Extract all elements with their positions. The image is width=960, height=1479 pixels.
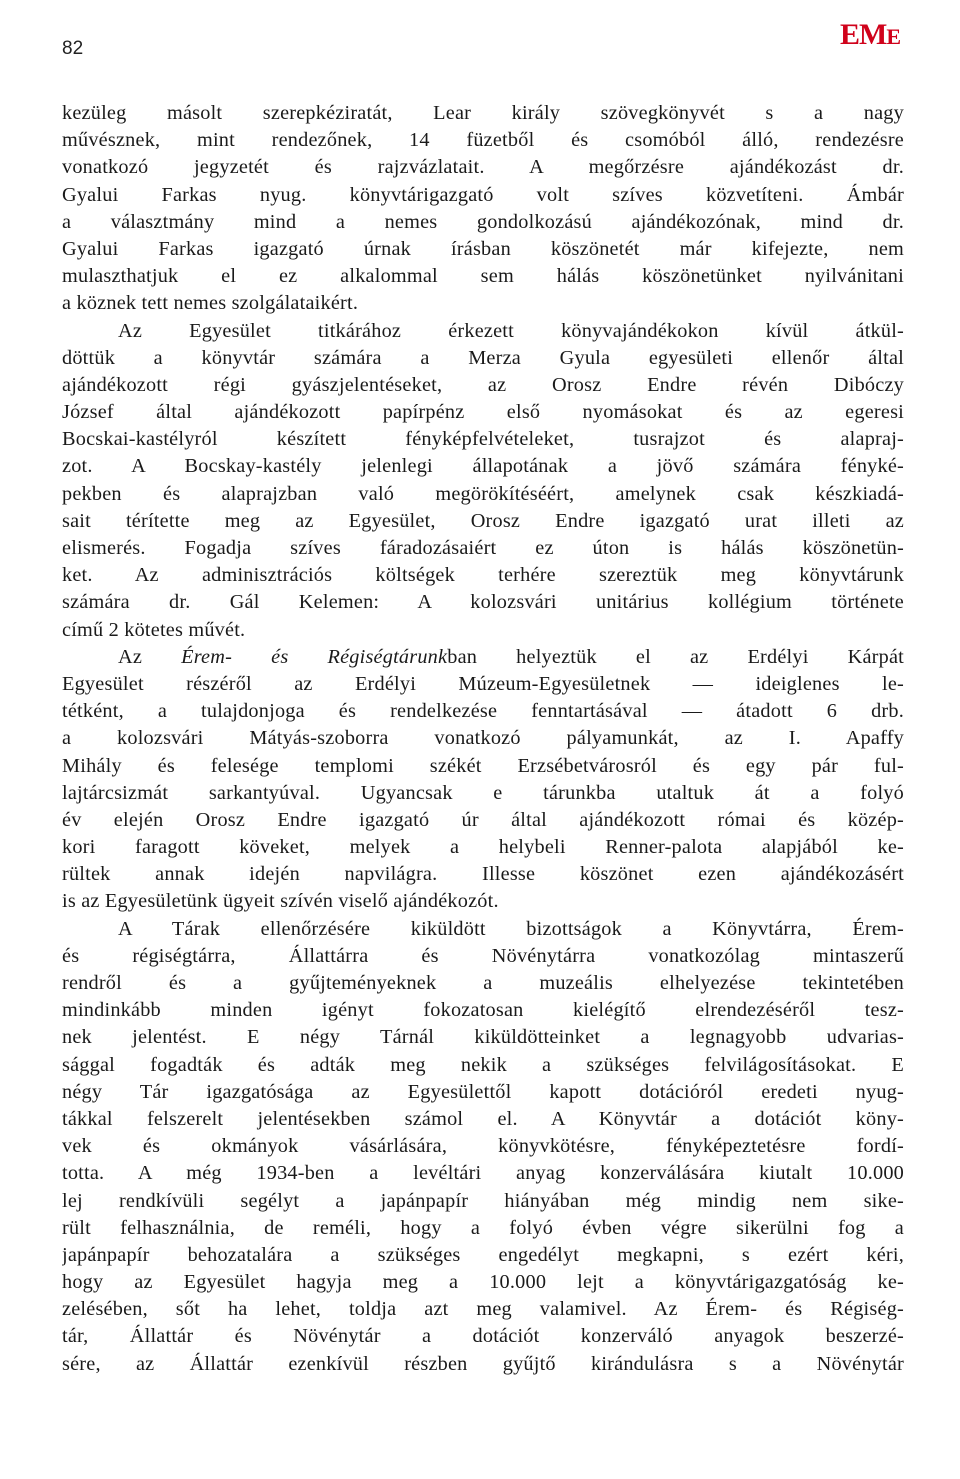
text-line: lej rendkívüli segélyt a japánpapír hiányában még mindig nem sike- xyxy=(62,1189,904,1212)
text-line: totta. A még 1934-ben a levéltári anyag konzerválására kiutalt 10.000 xyxy=(62,1162,904,1185)
text-line: és régiségtárra, Állattárra és Növénytárra vonatkozólag mintaszerű xyxy=(62,944,904,967)
text-line: rendről és a gyűjteményeknek a muzeális elhelyezése tekintetében xyxy=(62,972,904,994)
text-line: a kolozsvári Mátyás-szoborra vonatkozó pályamunkát, az I. Apaffy xyxy=(62,727,904,750)
text-line: tákkal felszerelt jelentésekben számol el. A Könyvtár a dotációt köny- xyxy=(62,1107,904,1130)
text-line: tétként, a tulajdonjoga és rendelkezése fenntartásával — átadott 6 drb. xyxy=(62,700,904,723)
text-line xyxy=(62,644,904,671)
text-line: című 2 kötetes művét. xyxy=(62,618,246,641)
text-line: Gyalui Farkas nyug. könyvtárigazgató volt szíves közvetíteni. Ámbár xyxy=(62,183,904,206)
text-line: vek és okmányok vásárlására, könyvkötésre, fényképeztetésre fordí- xyxy=(62,1135,904,1158)
text-line: mindinkább minden igényt fokozatosan kielégítő elrendezéséről tesz- xyxy=(62,999,904,1022)
text-line: Egyesület részéről az Erdélyi Múzeum-Egyesületnek — ideiglenes le- xyxy=(62,672,904,695)
text-line: sággal fogadták és adták meg nekik a szükséges felvilágosításokat. E xyxy=(62,1053,904,1076)
publisher-logo: EME xyxy=(840,18,901,51)
text-line: a választmány mind a nemes gondolkozású ajándékozónak, mind dr. xyxy=(62,210,904,233)
italic-segment: Érem- és Régiségtárunk xyxy=(181,645,448,668)
text-line: rült felhasználnia, de reméli, hogy a folyó évben végre sikerülni fog a xyxy=(62,1216,904,1239)
text-line: tár, Állattár és Növénytár a dotációt konzerváló anyagok beszerzé- xyxy=(62,1325,904,1348)
text-line: zelésében, sőt ha lehet, toldja azt meg valamivel. Az Érem- és Régiség- xyxy=(62,1298,904,1321)
text-line: a köznek tett nemes szolgálataikért. xyxy=(62,292,359,315)
text-line: zot. A Bocskay-kastély jelenlegi állapotának a jövő számára fényké- xyxy=(62,455,904,478)
text-line: nek jelentést. E négy Tárnál kiküldötteinket a legnagyobb udvarias- xyxy=(62,1026,904,1049)
text-segment: Az xyxy=(118,645,182,668)
text-segment: ban helyeztük el az Erdélyi Kárpát xyxy=(447,645,904,668)
text-line: Mihály és felesége templomi székét Erzsébetvárosról és egy pár ful- xyxy=(62,754,904,777)
text-line: Bocskai-kastélyról készített fényképfelvételeket, tusrajzot és alapraj- xyxy=(62,428,904,451)
text-line: számára dr. Gál Kelemen: A kolozsvári unitárius kollégium története xyxy=(62,591,904,614)
text-line: döttük a könyvtár számára a Merza Gyula egyesületi ellenőr által xyxy=(62,346,904,369)
text-line: japánpapír behozatalára a szükséges engedélyt megkapni, s ezért kéri, xyxy=(62,1243,904,1266)
text-line: hogy az Egyesület hagyja meg a 10.000 lejt a könyvtárigazgatóság ke- xyxy=(62,1271,904,1294)
text-line: ajándékozott régi gyászjelentéseket, az Orosz Endre révén Dibóczy xyxy=(62,373,904,396)
text-line: négy Tár igazgatósága az Egyesülettől kapott dotációról eredeti nyug- xyxy=(62,1080,904,1103)
text-line: vonatkozó jegyzetét és rajzvázlatait. A megőrzésre ajándékozást dr. xyxy=(62,156,904,179)
text-line: sére, az Állattár ezenkívül részben gyűjtő kirándulásra s a Növénytár xyxy=(62,1352,904,1375)
text-line: kezüleg másolt szerepkéziratát, Lear király szövegkönyvét s a nagy xyxy=(62,102,904,124)
text-line: lajtárcsizmát sarkantyúval. Ugyancsak e tárunkba utaltuk át a folyó xyxy=(62,781,904,804)
text-line: József által ajándékozott papírpénz első nyomásokat és az egeresi xyxy=(62,401,904,424)
text-line: mulaszthatjuk el ez alkalommal sem hálás köszönetünket nyilvánitani xyxy=(62,265,904,288)
text-line: Gyalui Farkas igazgató úrnak írásban köszönetét már kifejezte, nem xyxy=(62,237,904,260)
body-text xyxy=(62,100,904,1378)
text-line: A Tárak ellenőrzésére kiküldött bizottságok a Könyvtárra, Érem- xyxy=(118,917,904,940)
text-line: Az Egyesület titkárához érkezett könyvajándékokon kívül átkül- xyxy=(118,319,904,342)
text-line: művésznek, mint rendezőnek, 14 füzetből és csomóból álló, rendezésre xyxy=(62,129,904,152)
text-line: elismerés. Fogadja szíves fáradozásaiért ez úton is hálás köszönetün- xyxy=(62,537,904,559)
text-line: rültek annak idején napvilágra. Illesse köszönet ezen ajándékozásért xyxy=(62,863,904,886)
text-line: év elején Orosz Endre igazgató úr által ajándékozott római és közép- xyxy=(62,808,904,831)
text-line: pekben és alaprajzban való megörökítéséért, amelynek csak készkiadá- xyxy=(62,482,904,505)
text-line: is az Egyesületünk ügyeit szívén viselő ajándékozót. xyxy=(62,890,499,913)
text-line: kori faragott köveket, melyek a helybeli Renner-palota alapjából ke- xyxy=(62,836,904,859)
text-line: ket. Az adminisztrációs költségek terhére szereztük meg könyvtárunk xyxy=(62,564,904,587)
page-number: 82 xyxy=(62,38,84,59)
text-line: sait térítette meg az Egyesület, Orosz Endre igazgató urat illeti az xyxy=(62,509,904,532)
